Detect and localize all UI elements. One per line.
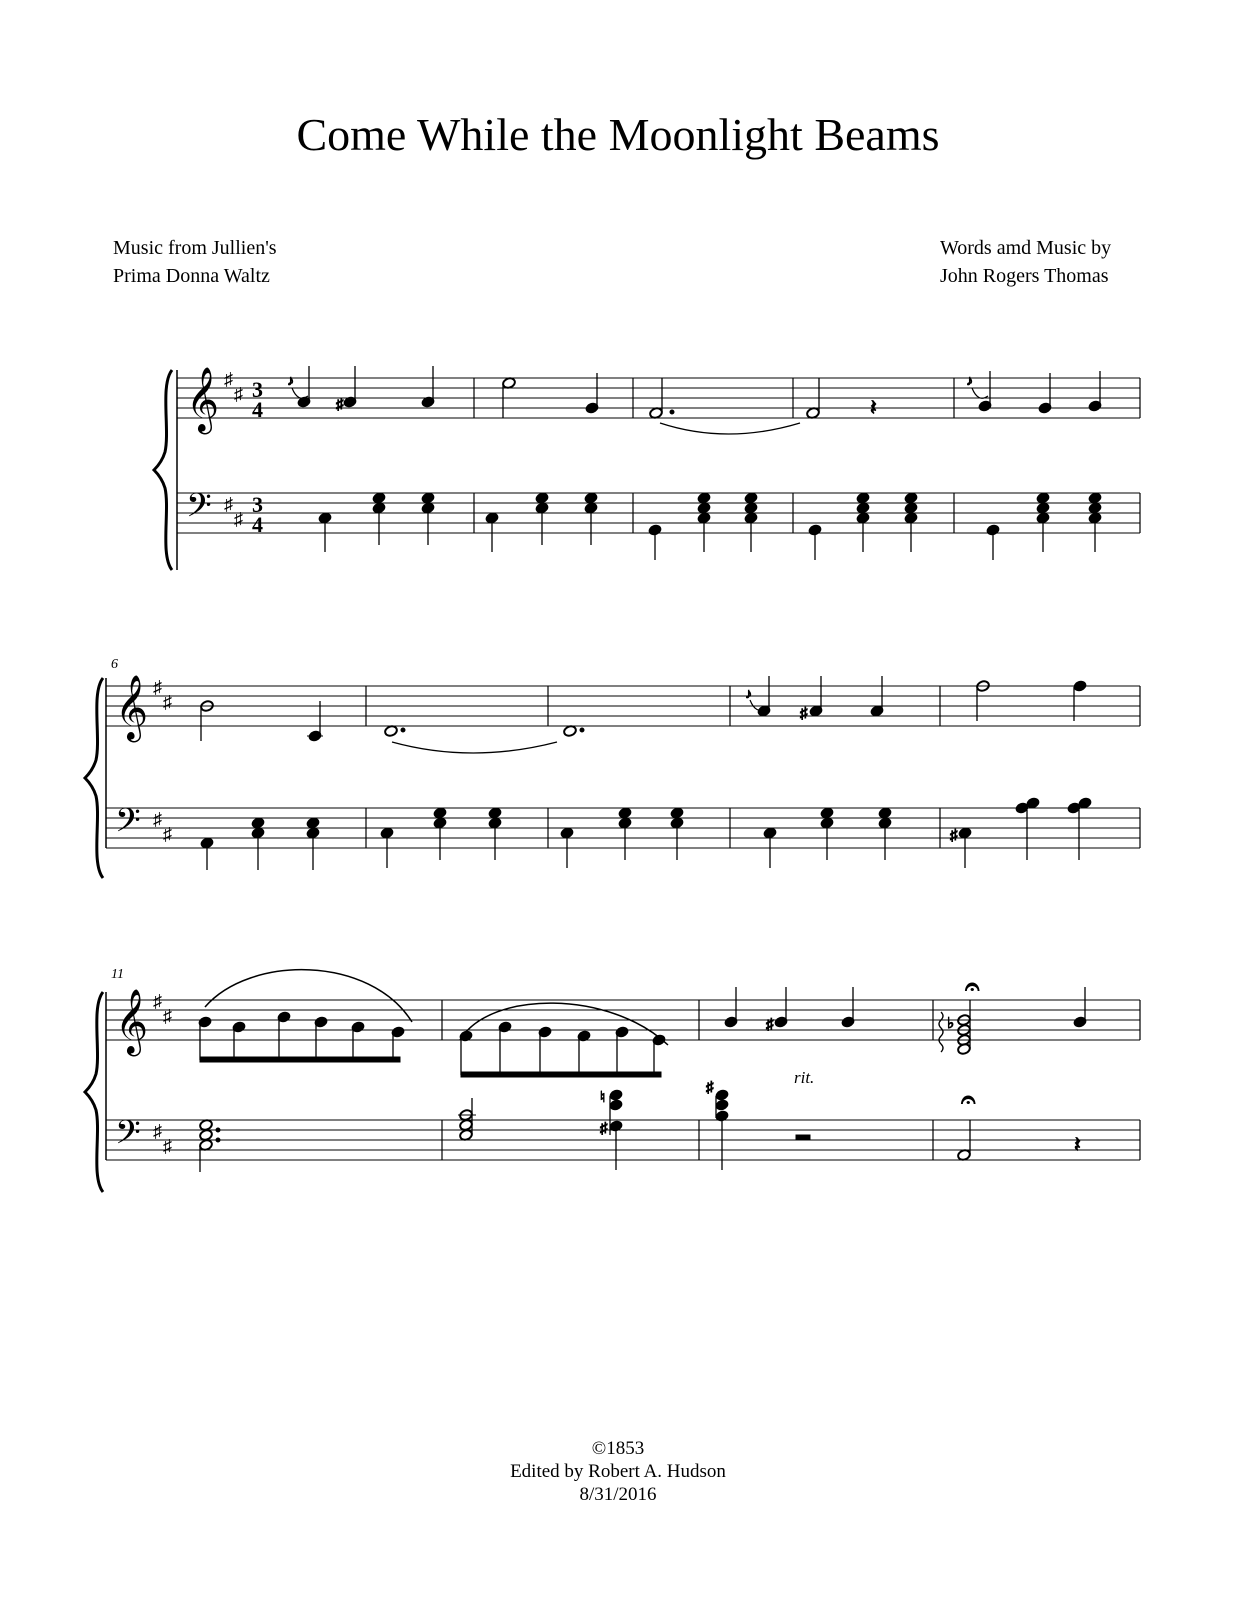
svg-text:♯: ♯ xyxy=(766,1017,774,1033)
system-1 xyxy=(154,366,1140,570)
source-credit-line-2: Prima Donna Waltz xyxy=(113,265,270,287)
treble-staff-lines xyxy=(106,686,1140,726)
svg-text:♯: ♯ xyxy=(336,397,344,413)
treble-clef-icon: 𝄞 xyxy=(115,677,149,739)
time-signature-treble xyxy=(252,377,263,422)
svg-text:♭: ♭ xyxy=(947,1016,955,1032)
key-signature-treble xyxy=(224,369,243,404)
time-sig-num: 3 xyxy=(252,377,263,402)
barlines xyxy=(366,686,1140,848)
score-title: Come While the Moonlight Beams xyxy=(296,109,940,160)
fermata-icon: 𝄐 xyxy=(961,1085,976,1114)
svg-text:♯: ♯ xyxy=(153,1121,162,1141)
composer-credit-line-1: Words amd Music by xyxy=(940,237,1112,259)
svg-text:♯: ♯ xyxy=(706,1080,714,1096)
time-signature-bass xyxy=(252,492,263,537)
system-3 xyxy=(85,967,1140,1192)
treble-clef-icon: 𝄞 xyxy=(186,369,220,431)
half-rest xyxy=(796,1135,810,1140)
key-signature-treble xyxy=(153,677,172,712)
score-footer xyxy=(0,1437,1236,1506)
edit-date-text: 8/31/2016 xyxy=(579,1484,657,1505)
measure-number: 6 xyxy=(111,657,118,672)
svg-text:♮: ♮ xyxy=(600,1090,606,1106)
treble-clef-icon: 𝄞 xyxy=(115,991,149,1053)
grand-staff-brace xyxy=(154,370,172,570)
barlines xyxy=(442,1000,1140,1160)
bass-notes xyxy=(318,492,1102,560)
composer-credit-line-2: John Rogers Thomas xyxy=(940,265,1109,287)
key-signature-bass xyxy=(153,809,172,844)
svg-text:♯: ♯ xyxy=(153,809,162,829)
treble-notes xyxy=(287,366,1102,434)
copyright-text: ©1853 xyxy=(591,1438,645,1459)
bass-clef-icon: 𝄢 xyxy=(186,487,212,532)
tie xyxy=(660,423,800,434)
grace-note: ♪ xyxy=(966,374,973,389)
grand-staff-brace xyxy=(85,992,103,1192)
editor-text: Edited by Robert A. Hudson xyxy=(510,1461,726,1482)
system-2 xyxy=(85,657,1140,878)
svg-text:♯: ♯ xyxy=(163,692,172,712)
svg-text:♯: ♯ xyxy=(224,369,233,389)
bass-staff-lines xyxy=(106,1120,1140,1160)
key-signature-bass xyxy=(224,494,243,529)
grace-note: ♪ xyxy=(745,687,752,702)
source-credit-line-1: Music from Jullien's xyxy=(113,237,277,259)
fermata-icon: 𝄐 xyxy=(965,972,980,1001)
bass-notes xyxy=(199,1080,1081,1172)
grace-note: ♪ xyxy=(287,374,294,389)
treble-notes xyxy=(200,676,1087,753)
arpeggio-icon xyxy=(939,1012,943,1052)
ritardando-marking: rit. xyxy=(794,1068,815,1087)
treble-notes xyxy=(198,970,1087,1077)
slur xyxy=(205,970,412,1022)
svg-text:♯: ♯ xyxy=(600,1121,608,1137)
svg-text:♯: ♯ xyxy=(234,509,243,529)
time-sig-num: 3 xyxy=(252,492,263,517)
svg-text:♯: ♯ xyxy=(153,677,162,697)
slur xyxy=(460,1003,668,1045)
svg-text:♯: ♯ xyxy=(800,706,808,722)
tie xyxy=(392,742,557,753)
svg-text:♯: ♯ xyxy=(163,1006,172,1026)
svg-text:♯: ♯ xyxy=(163,824,172,844)
svg-text:♯: ♯ xyxy=(234,384,243,404)
grand-staff-brace xyxy=(85,678,103,878)
treble-staff-lines xyxy=(177,378,1140,418)
svg-text:♯: ♯ xyxy=(950,828,958,844)
svg-text:♯: ♯ xyxy=(224,494,233,514)
key-signature-bass xyxy=(153,1121,172,1156)
svg-text:♯: ♯ xyxy=(153,991,162,1011)
key-signature-treble xyxy=(153,991,172,1026)
bass-clef-icon: 𝄢 xyxy=(115,802,141,847)
time-sig-den: 4 xyxy=(252,512,263,537)
svg-text:♯: ♯ xyxy=(163,1136,172,1156)
beam xyxy=(200,1057,400,1062)
bass-clef-icon: 𝄢 xyxy=(115,1114,141,1159)
beam xyxy=(461,1072,661,1077)
measure-number: 11 xyxy=(111,967,124,982)
time-sig-den: 4 xyxy=(252,397,263,422)
quarter-rest: 𝄽 xyxy=(1074,1132,1081,1157)
quarter-rest: 𝄽 xyxy=(870,395,877,420)
